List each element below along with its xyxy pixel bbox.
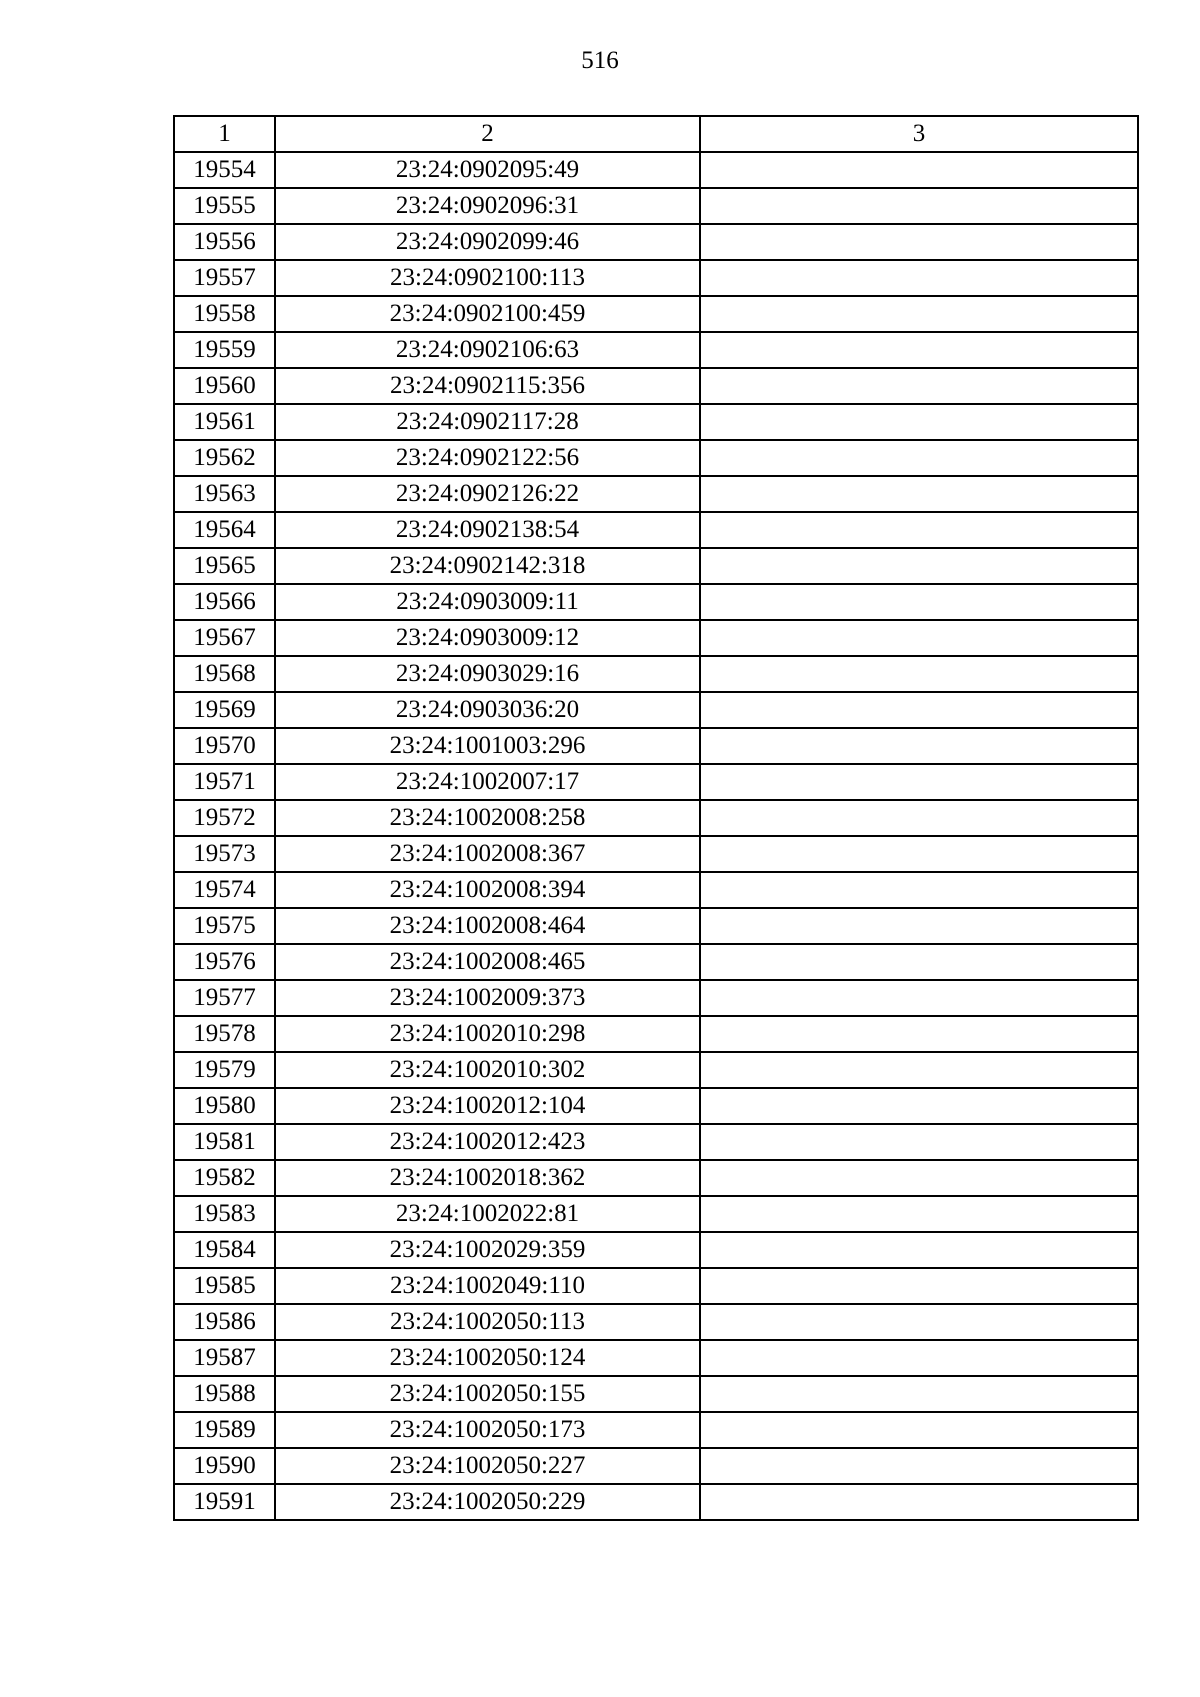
row-number-cell: 19554 xyxy=(174,152,275,188)
table-row xyxy=(174,260,1138,296)
note-cell xyxy=(700,1232,1138,1268)
note-cell xyxy=(700,908,1138,944)
cadastral-number-cell: 23:24:0902126:22 xyxy=(275,476,700,512)
note-cell xyxy=(700,1376,1138,1412)
note-cell xyxy=(700,548,1138,584)
table-row xyxy=(174,980,1138,1016)
note-cell xyxy=(700,296,1138,332)
cadastral-number-cell: 23:24:1002050:227 xyxy=(275,1448,700,1484)
table-row xyxy=(174,728,1138,764)
note-cell xyxy=(700,1340,1138,1376)
cadastral-number-cell: 23:24:1002050:229 xyxy=(275,1484,700,1520)
table-row xyxy=(174,1412,1138,1448)
row-number-cell: 19591 xyxy=(174,1484,275,1520)
note-cell xyxy=(700,440,1138,476)
table-row xyxy=(174,836,1138,872)
table-row xyxy=(174,440,1138,476)
note-cell xyxy=(700,1052,1138,1088)
table-row xyxy=(174,512,1138,548)
note-cell xyxy=(700,1304,1138,1340)
cadastral-number-cell: 23:24:1001003:296 xyxy=(275,728,700,764)
note-cell xyxy=(700,1448,1138,1484)
cadastral-number-cell: 23:24:0903029:16 xyxy=(275,656,700,692)
row-number-cell: 19569 xyxy=(174,692,275,728)
row-number-cell: 19575 xyxy=(174,908,275,944)
cadastral-number-cell: 23:24:1002007:17 xyxy=(275,764,700,800)
cadastral-number-cell: 23:24:1002009:373 xyxy=(275,980,700,1016)
cadastral-number-cell: 23:24:1002050:173 xyxy=(275,1412,700,1448)
cadastral-number-cell: 23:24:0902138:54 xyxy=(275,512,700,548)
cadastral-number-cell: 23:24:0902117:28 xyxy=(275,404,700,440)
row-number-cell: 19590 xyxy=(174,1448,275,1484)
table-row xyxy=(174,620,1138,656)
cadastral-number-cell: 23:24:1002050:113 xyxy=(275,1304,700,1340)
cadastral-number-cell: 23:24:0903009:11 xyxy=(275,584,700,620)
note-cell xyxy=(700,1196,1138,1232)
row-number-cell: 19567 xyxy=(174,620,275,656)
note-cell xyxy=(700,152,1138,188)
cadastral-number-cell: 23:24:0902142:318 xyxy=(275,548,700,584)
note-cell xyxy=(700,620,1138,656)
note-cell xyxy=(700,368,1138,404)
note-cell xyxy=(700,1124,1138,1160)
header-cell-3: 3 xyxy=(700,116,1138,152)
table-row xyxy=(174,1196,1138,1232)
cadastral-number-cell: 23:24:1002010:298 xyxy=(275,1016,700,1052)
row-number-cell: 19574 xyxy=(174,872,275,908)
table-row xyxy=(174,692,1138,728)
cadastral-number-cell: 23:24:0902099:46 xyxy=(275,224,700,260)
cadastral-number-cell: 23:24:1002049:110 xyxy=(275,1268,700,1304)
header-cell-1: 1 xyxy=(174,116,275,152)
cadastral-number-cell: 23:24:0902100:459 xyxy=(275,296,700,332)
row-number-cell: 19557 xyxy=(174,260,275,296)
cadastral-number-cell: 23:24:0902095:49 xyxy=(275,152,700,188)
cadastral-table xyxy=(173,115,1139,1521)
cadastral-number-cell: 23:24:1002008:258 xyxy=(275,800,700,836)
note-cell xyxy=(700,332,1138,368)
header-cell-2: 2 xyxy=(275,116,700,152)
table-body xyxy=(174,116,1138,1520)
row-number-cell: 19560 xyxy=(174,368,275,404)
cadastral-number-cell: 23:24:1002008:464 xyxy=(275,908,700,944)
cadastral-number-cell: 23:24:1002050:155 xyxy=(275,1376,700,1412)
row-number-cell: 19555 xyxy=(174,188,275,224)
cadastral-number-cell: 23:24:1002022:81 xyxy=(275,1196,700,1232)
cadastral-number-cell: 23:24:0903009:12 xyxy=(275,620,700,656)
row-number-cell: 19559 xyxy=(174,332,275,368)
cadastral-number-cell: 23:24:0903036:20 xyxy=(275,692,700,728)
page-number: 516 xyxy=(581,47,619,74)
table-row xyxy=(174,656,1138,692)
row-number-cell: 19582 xyxy=(174,1160,275,1196)
row-number-cell: 19573 xyxy=(174,836,275,872)
note-cell xyxy=(700,188,1138,224)
table-row xyxy=(174,1484,1138,1520)
table-row xyxy=(174,800,1138,836)
cadastral-number-cell: 23:24:0902106:63 xyxy=(275,332,700,368)
table-row xyxy=(174,1376,1138,1412)
row-number-cell: 19586 xyxy=(174,1304,275,1340)
note-cell xyxy=(700,656,1138,692)
table-row xyxy=(174,152,1138,188)
note-cell xyxy=(700,692,1138,728)
note-cell xyxy=(700,1160,1138,1196)
table-row xyxy=(174,1124,1138,1160)
row-number-cell: 19556 xyxy=(174,224,275,260)
table-row xyxy=(174,1016,1138,1052)
cadastral-number-cell: 23:24:1002012:423 xyxy=(275,1124,700,1160)
row-number-cell: 19564 xyxy=(174,512,275,548)
row-number-cell: 19565 xyxy=(174,548,275,584)
table-row xyxy=(174,296,1138,332)
note-cell xyxy=(700,1484,1138,1520)
note-cell xyxy=(700,800,1138,836)
note-cell xyxy=(700,836,1138,872)
note-cell xyxy=(700,224,1138,260)
table-row xyxy=(174,584,1138,620)
cadastral-number-cell: 23:24:1002012:104 xyxy=(275,1088,700,1124)
row-number-cell: 19566 xyxy=(174,584,275,620)
row-number-cell: 19561 xyxy=(174,404,275,440)
note-cell xyxy=(700,1268,1138,1304)
table-header-row xyxy=(174,116,1138,152)
note-cell xyxy=(700,260,1138,296)
note-cell xyxy=(700,944,1138,980)
table-row xyxy=(174,188,1138,224)
row-number-cell: 19584 xyxy=(174,1232,275,1268)
row-number-cell: 19572 xyxy=(174,800,275,836)
table-row xyxy=(174,476,1138,512)
row-number-cell: 19576 xyxy=(174,944,275,980)
row-number-cell: 19571 xyxy=(174,764,275,800)
cadastral-number-cell: 23:24:0902100:113 xyxy=(275,260,700,296)
note-cell xyxy=(700,980,1138,1016)
note-cell xyxy=(700,584,1138,620)
table-row xyxy=(174,1304,1138,1340)
table-row xyxy=(174,1160,1138,1196)
table-row xyxy=(174,368,1138,404)
row-number-cell: 19563 xyxy=(174,476,275,512)
cadastral-number-cell: 23:24:1002008:367 xyxy=(275,836,700,872)
table-row xyxy=(174,944,1138,980)
row-number-cell: 19578 xyxy=(174,1016,275,1052)
cadastral-number-cell: 23:24:1002008:465 xyxy=(275,944,700,980)
cadastral-number-cell: 23:24:1002010:302 xyxy=(275,1052,700,1088)
cadastral-number-cell: 23:24:1002029:359 xyxy=(275,1232,700,1268)
row-number-cell: 19588 xyxy=(174,1376,275,1412)
cadastral-number-cell: 23:24:0902122:56 xyxy=(275,440,700,476)
table-row xyxy=(174,1088,1138,1124)
row-number-cell: 19558 xyxy=(174,296,275,332)
row-number-cell: 19587 xyxy=(174,1340,275,1376)
row-number-cell: 19568 xyxy=(174,656,275,692)
cadastral-number-cell: 23:24:1002008:394 xyxy=(275,872,700,908)
row-number-cell: 19577 xyxy=(174,980,275,1016)
note-cell xyxy=(700,476,1138,512)
cadastral-number-cell: 23:24:0902115:356 xyxy=(275,368,700,404)
row-number-cell: 19581 xyxy=(174,1124,275,1160)
note-cell xyxy=(700,872,1138,908)
table-row xyxy=(174,1052,1138,1088)
table-row xyxy=(174,764,1138,800)
table-row xyxy=(174,1448,1138,1484)
note-cell xyxy=(700,1016,1138,1052)
cadastral-number-cell: 23:24:1002050:124 xyxy=(275,1340,700,1376)
table-row xyxy=(174,872,1138,908)
cadastral-number-cell: 23:24:0902096:31 xyxy=(275,188,700,224)
note-cell xyxy=(700,1412,1138,1448)
row-number-cell: 19589 xyxy=(174,1412,275,1448)
table-row xyxy=(174,908,1138,944)
table-row xyxy=(174,332,1138,368)
table-row xyxy=(174,404,1138,440)
note-cell xyxy=(700,764,1138,800)
table-row xyxy=(174,1340,1138,1376)
row-number-cell: 19585 xyxy=(174,1268,275,1304)
note-cell xyxy=(700,404,1138,440)
table-row xyxy=(174,224,1138,260)
row-number-cell: 19570 xyxy=(174,728,275,764)
row-number-cell: 19579 xyxy=(174,1052,275,1088)
row-number-cell: 19583 xyxy=(174,1196,275,1232)
cadastral-number-cell: 23:24:1002018:362 xyxy=(275,1160,700,1196)
note-cell xyxy=(700,728,1138,764)
table-row xyxy=(174,548,1138,584)
note-cell xyxy=(700,512,1138,548)
row-number-cell: 19580 xyxy=(174,1088,275,1124)
row-number-cell: 19562 xyxy=(174,440,275,476)
table-row xyxy=(174,1268,1138,1304)
table-row xyxy=(174,1232,1138,1268)
note-cell xyxy=(700,1088,1138,1124)
